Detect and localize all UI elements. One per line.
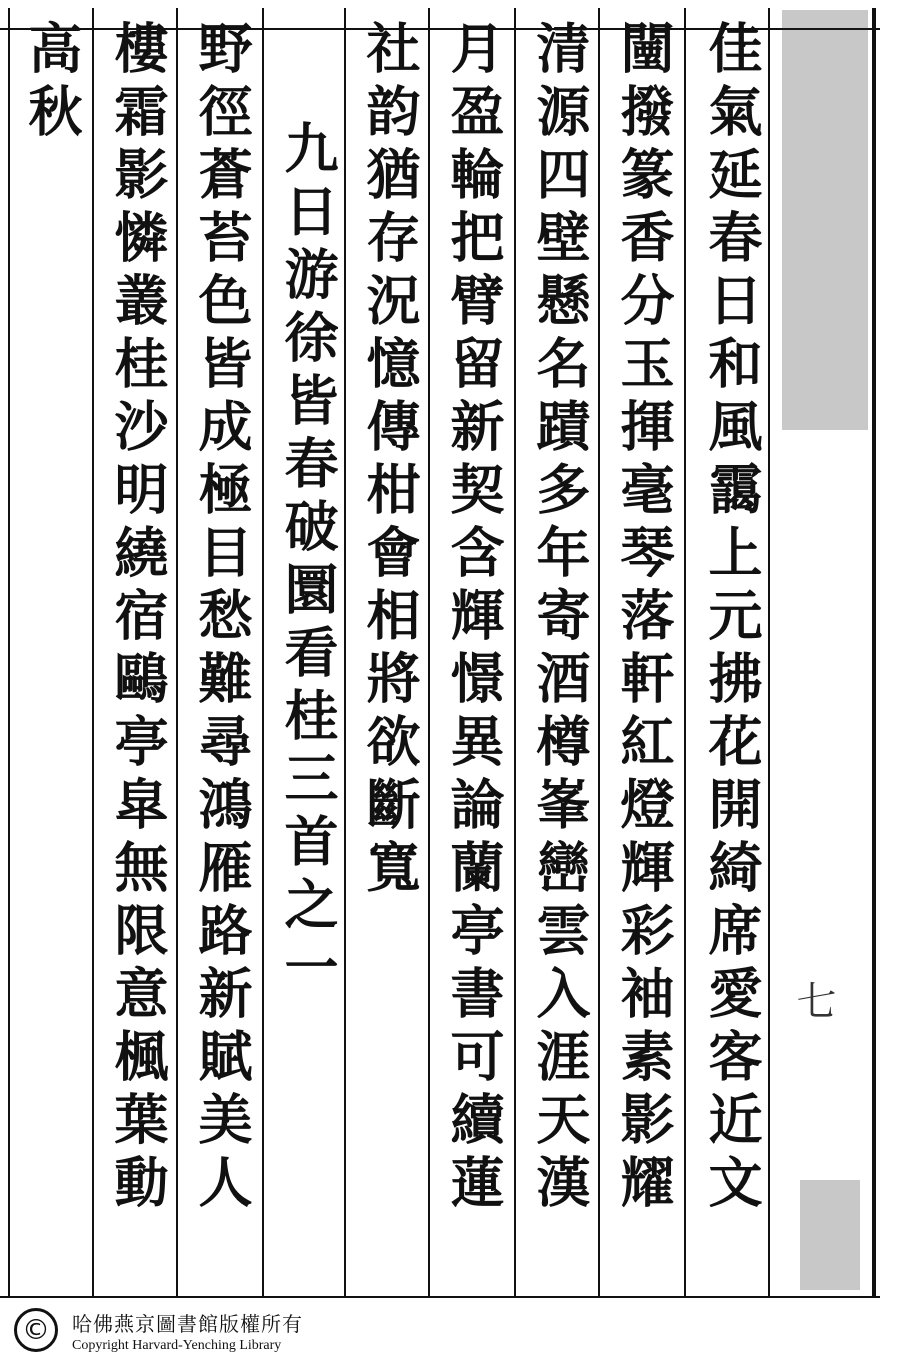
column-rule [514,8,516,1298]
poem-title-column: 九日游徐皆春破圜看桂三首之一 [276,120,340,1002]
library-name-chinese: 哈佛燕京圖書館版權所有 [72,1312,303,1336]
column-rule [428,8,430,1298]
text-column-8: 樓霜影憐叢桂沙明繞宿鷗亭皐無限意楓葉動 [106,20,170,1217]
column-rule [598,8,600,1298]
column-rule [176,8,178,1298]
library-name-english: Copyright Harvard-Yenching Library [72,1338,282,1353]
text-column-3: 清源四壁懸名蹟多年寄酒樽峯巒雲入涯天漢 [528,20,592,1217]
copyright-footer [14,1308,894,1360]
text-column-7: 野徑蒼苔色皆成極目愁難尋鴻雁路新賦美人 [190,20,254,1217]
page-number-fragment: 七 [790,980,836,1024]
scan-noise [800,1180,860,1290]
text-column-9: 高秋 [20,20,84,146]
bottom-border [0,1296,880,1298]
text-column-5: 社韵猶存況憶傳柑會相將欲斷寬 [358,20,422,902]
copyright-icon: © [14,1308,58,1352]
column-rule [92,8,94,1298]
scan-noise [782,10,868,430]
text-column-2: 闉撥篆香分玉揮毫琴落軒紅燈輝彩袖素影耀 [612,20,676,1217]
text-column-1: 佳氣延春日和風靄上元拂花開綺席愛客近文 [700,20,764,1217]
column-rule [262,8,264,1298]
column-rule [8,8,10,1298]
column-rule [684,8,686,1298]
text-column-4: 月盈輪把臂留新契含輝憬異論蘭亭書可續蓮 [442,20,506,1217]
page-edge-rule [872,8,876,1298]
column-rule [768,8,770,1298]
column-rule [344,8,346,1298]
